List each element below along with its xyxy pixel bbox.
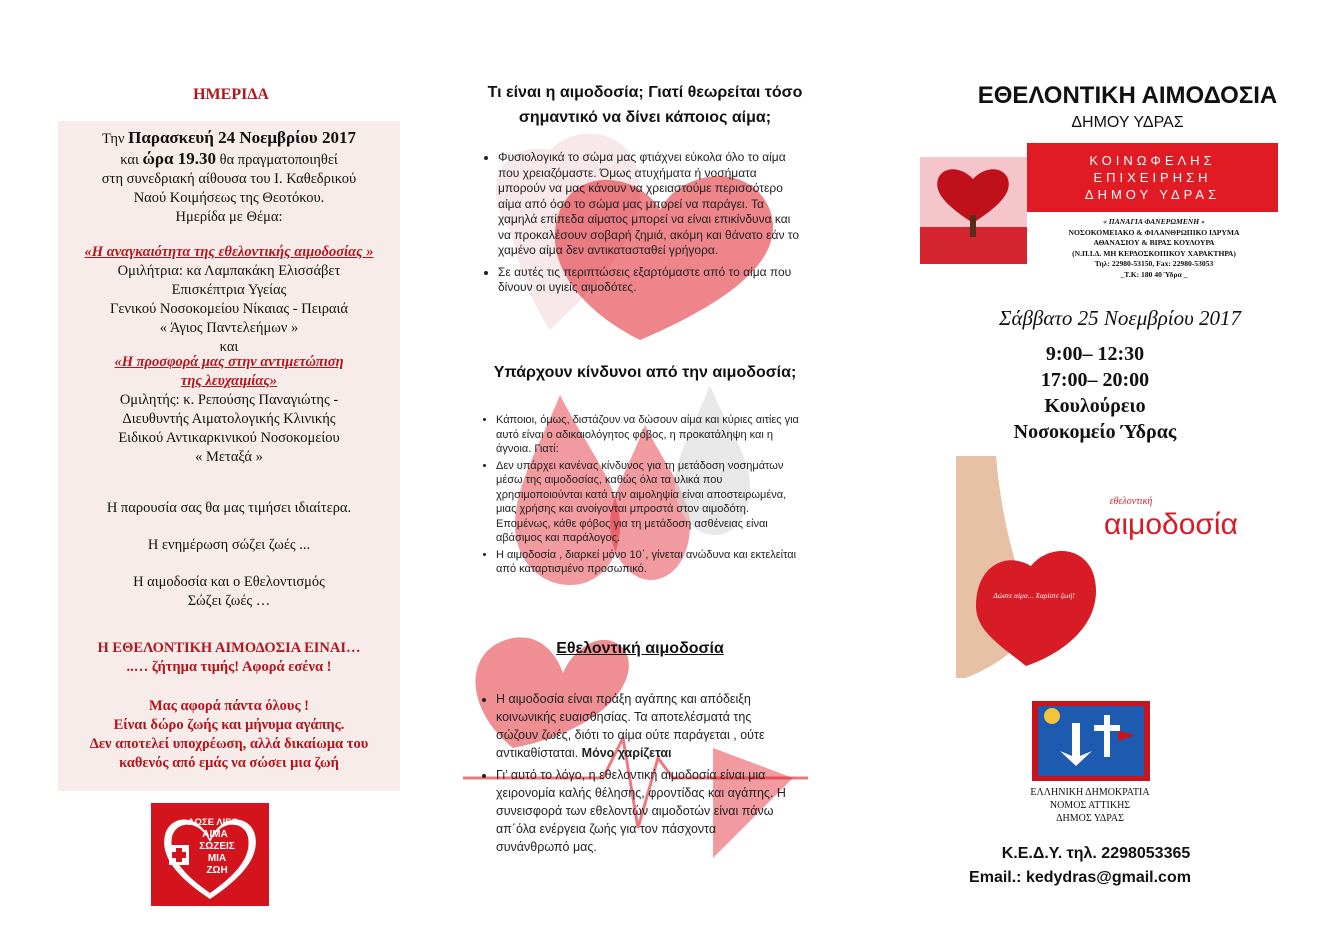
closing-line: Η αιμοδοσία και ο Εθελοντισμός xyxy=(133,574,325,590)
foundation-name: « ΠΑΝΑΓΙΑ ΦΑΝΕΡΩΜΕΝΗ » xyxy=(1103,217,1205,226)
list-item: • Φυσιολογικά το σώμα μας φτιάχνει εύκολα όλο το αίμα που χρειαζόμαστε. Όμως ατυχήματα ή νοσήματα μπορούν να μας κάνουν να χρειαστούμε περισσότερο αίμα από όσο το σώμα μας μπορεί να παράγει. Τα χαμηλά επίπεδα αίματος μπορεί να είναι επικίνδυνα και να προκαλέσουν σοβαρή ζημιά, ακόμη και θάνατο εάν το χαμένο αίμα δεν αντικατασταθεί γρήγορα. xyxy=(498,150,804,259)
list-item: • Γι’ αυτό το λόγο, η εθελοντική αιμοδοσία είναι μια χειρονομία καλής θέλησης, φροντίδας και αγάπης. Η συνεισφορά των εθελοντών αιμοδοτών είναι πάνω απ΄όλα ενέργεια ζωής για τον πάσχοντα συνάνθρωπό μας. xyxy=(496,766,792,856)
logo-text: ΜΙΑ xyxy=(207,853,227,864)
volunteer-line: Δεν αποτελεί υποχρέωση, αλλά δικαίωμα του xyxy=(89,736,369,752)
hydra-municipality-emblem xyxy=(1032,701,1150,781)
contact-email: Email.: kedydras@gmail.com xyxy=(969,869,1191,886)
invite-text: και xyxy=(120,152,143,168)
event-schedule xyxy=(935,341,1255,445)
logo-text: ΣΩΖΕΙΣ xyxy=(199,841,235,852)
invite-venue: στη συνεδριακή αίθουσα του Ι. Καθεδρικού xyxy=(101,171,357,187)
municipal-enterprise-banner xyxy=(1027,143,1278,212)
emblem-line: ΕΛΛΗΝΙΚΗ ΔΗΜΟΚΡΑΤΙΑ xyxy=(1030,787,1150,798)
volunteer-line: Μας αφορά πάντα όλους ! xyxy=(148,698,310,714)
seminar-time: ώρα 19.30 xyxy=(142,149,217,168)
logo-text: ΔΩΣΕ ΛΙΓΟ xyxy=(187,817,239,828)
speaker-hospital-name: « Μεταξά » xyxy=(195,449,263,465)
volunteer-headline: Η ΕΘΕΛΟΝΤΙΚΗ ΑΙΜΟΔΟΣΙΑ ΕΙΝΑΙ… xyxy=(97,640,361,656)
main-subtitle: ΔΗΜΟΥ ΥΔΡΑΣ xyxy=(1071,114,1184,131)
banner-line: ΔΗΜΟΥ ΥΔΡΑΣ xyxy=(1084,187,1221,202)
speaker-role: Επισκέπτρια Υγείας xyxy=(171,282,287,298)
topic-1 xyxy=(58,243,400,357)
invite-text: θα πραγματοποιηθεί xyxy=(216,152,338,168)
closing-line: Η παρουσία σας θα μας τιμήσει ιδιαίτερα. xyxy=(106,500,352,516)
volunteer-message xyxy=(58,639,400,793)
speaker-name: Ομιλήτρια: κα Λαμπακάκη Ελισσάβετ xyxy=(117,263,341,279)
voluntary-donation-text xyxy=(482,690,792,860)
foundation-contact: Τηλ: 22980-53150, Fax: 22980-53053 xyxy=(1094,259,1214,269)
voluntary-donation-heading: Εθελοντική αιμοδοσία xyxy=(556,640,724,657)
emblem-line: ΔΗΜΟΣ ΥΔΡΑΣ xyxy=(1056,813,1124,824)
speaker-hospital: Ειδικού Αντικαρκινικού Νοσοκομείου xyxy=(118,430,340,446)
invite-text: Την xyxy=(102,131,129,147)
list-item-text: Η αιμοδοσία είναι πράξη αγάπης και απόδειξη κοινωνικής ευαισθησίας. Τα αποτελέσματά της σώζουν ζωές, διότι το αίμα ούτε παράγεται , ούτε αντικαθίσταται. xyxy=(496,692,765,760)
volunteer-line: ..… ζήτημα τιμής! Αφορά εσένα ! xyxy=(126,659,332,675)
conjunction: και xyxy=(219,339,239,355)
list-item-emphasis: Μόνο χαρίζεται xyxy=(581,746,672,760)
closing-remarks xyxy=(58,499,400,629)
hand-heart-image xyxy=(956,456,1246,678)
foundation-line: (Ν.Π.Ι.Δ. ΜΗ ΚΕΡΔΟΣΚΟΠΙΚΟΥ ΧΑΡΑΚΤΗΡΑ) xyxy=(1072,248,1236,258)
seminar-invitation xyxy=(58,128,400,227)
seminar-panel xyxy=(58,121,400,791)
event-time: 17:00– 20:00 xyxy=(1040,369,1150,391)
speaker-name: Ομιλητής: κ. Ρεπούσης Παναγιώτης - xyxy=(119,392,339,408)
answer-risks xyxy=(482,413,802,579)
list-item: • Σε αυτές τις περιπτώσεις εξαρτόμαστε από το αίμα που δίνουν οι υγιείς αιμοδότες. xyxy=(498,265,804,296)
seminar-date: Παρασκευή 24 Νοεμβρίου 2017 xyxy=(128,128,356,147)
volunteer-line: καθενός από εμάς να σώσει μια ζωή xyxy=(119,755,339,771)
logo-text: ΖΩΗ xyxy=(206,865,228,876)
topic-2-title: της λευχαιμίας» xyxy=(180,373,278,389)
logo-text: ΑΙΜΑ xyxy=(202,829,228,840)
hand-caption-small: εθελοντική xyxy=(1109,496,1153,507)
closing-line: Σώζει ζωές … xyxy=(187,593,271,609)
list-item xyxy=(496,690,792,762)
main-title: ΕΘΕΛΟΝΤΙΚΗ ΑΙΜΟΔΟΣΙΑ xyxy=(977,82,1278,109)
emblem-caption xyxy=(990,786,1190,825)
topic-2-title: «Η προσφορά μας στην αντιμετώπιση xyxy=(114,354,344,370)
heart-logo-icon xyxy=(151,803,269,906)
speaker-hospital: Γενικού Νοσοκομείου Νίκαιας - Πειραιά xyxy=(109,301,349,317)
speaker-hospital-name: « Άγιος Παντελεήμων » xyxy=(159,320,299,336)
topic-1-title: «Η αναγκαιότητα της εθελοντικής αιμοδοσίας » xyxy=(84,244,374,260)
contact-phone: Κ.Ε.Δ.Υ. τηλ. 2298053365 xyxy=(1001,845,1191,862)
hand-caption: αιμοδοσία xyxy=(1104,508,1238,541)
topic-2 xyxy=(58,353,400,467)
list-item: • Η αιμοδοσία , διαρκεί μόνο 10΄, γίνεται ανώδυνα και εκτελείται από καταρτισμένο προσωπικό. xyxy=(496,548,802,577)
event-place: Νοσοκομείο Ύδρας xyxy=(1013,421,1177,443)
invite-venue: Ναού Κοιμήσεως της Θεοτόκου. xyxy=(133,190,325,206)
list-item: • Κάποιοι, όμως, διστάζουν να δώσουν αίμα και κύριες αιτίες για αυτό είναι ο αδικαιολόγητος φόβος, η προκατάληψη και η άγνοια. Γιατί: xyxy=(496,413,802,457)
speaker-role: Διευθυντής Αιματολογικής Κλινικής xyxy=(122,411,336,427)
banner-line: ΚΟΙΝΩΦΕΛΗΣ xyxy=(1089,153,1216,168)
banner-line: ΕΠΙΧΕΙΡΗΣΗ xyxy=(1093,170,1212,185)
question-risks: Υπάρχουν κίνδυνοι από την αιμοδοσία; xyxy=(493,364,797,381)
invite-theme-label: Ημερίδα με Θέμα: xyxy=(175,209,283,225)
event-date: Σάββατο 25 Νοεμβρίου 2017 xyxy=(998,306,1242,330)
list-item: • Δεν υπάρχει κανένας κίνδυνος για τη μετάδοση νοσημάτων μέσω της αιμοδοσίας, καθώς όλα τα υλικά που χρησιμοποιούνται κατά την αιμοληψία είναι αποστειρωμένα, μιας χρήσης και ανοίγονται μπροστά στον αιμοδότη. Επομένως, κάθε φόβος για τη μετάδοση ασθένειας είναι αβάσιμος και παράλογος. xyxy=(496,459,802,546)
foundation-line: ΑΘΑΝΑΣΙΟΥ & ΒΙΡΑΣ ΚΟΥΛΟΥΡΑ xyxy=(1093,238,1215,248)
emblem-line: ΝΟΜΟΣ ΑΤΤΙΚΗΣ xyxy=(1049,800,1131,811)
foundation-postcode: _T.K: 180 40 Ύδρα _ xyxy=(1120,269,1188,279)
heart-tree-image xyxy=(920,157,1027,264)
answer-what-is-donation xyxy=(484,150,804,302)
seminar-heading: ΗΜΕΡΙΔΑ xyxy=(193,86,269,103)
foundation-info xyxy=(1030,217,1278,281)
closing-line: Η ενημέρωση σώζει ζωές ... xyxy=(147,537,311,553)
event-place: Κουλούρειο xyxy=(1044,395,1146,417)
heart-text: Δώστε αίμα... Χαρίστε ζωή! xyxy=(993,591,1075,600)
question-what-is-donation: Τι είναι η αιμοδοσία; Γιατί θεωρείται τόσο σημαντικό να δίνει κάποιος αίμα; xyxy=(487,84,803,126)
give-blood-logo xyxy=(151,803,269,906)
foundation-line: ΝΟΣΟΚΟΜΕΙΑΚΟ & ΦΙΛΑΝΘΡΩΠΙΚΟ ΙΔΡΥΜΑ xyxy=(1068,227,1240,237)
event-time: 9:00– 12:30 xyxy=(1045,343,1145,365)
volunteer-line: Είναι δώρο ζωής και μήνυμα αγάπης. xyxy=(113,717,345,733)
